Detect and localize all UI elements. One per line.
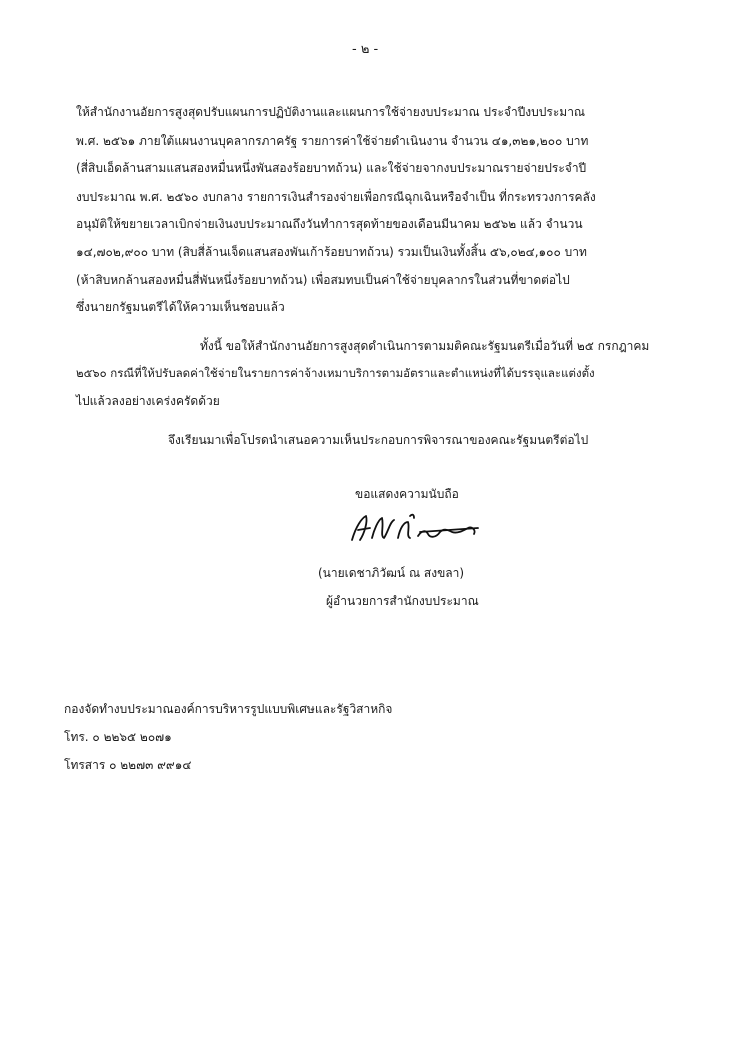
signatory-title: ผู้อำนวยการสำนักงบประมาณ bbox=[326, 594, 479, 608]
paragraph2-line-2: ๒๕๖๐ กรณีที่ให้ปรับลดค่าใช้จ่ายในรายการค่าจ้างเหมาบริการตามอัตราและตำแหน่งที่ได้บรรจุและแต่งตั้ง bbox=[76, 366, 595, 380]
signatory-name: (นายเดชาภิวัฒน์ ณ สงขลา) bbox=[318, 566, 465, 580]
footer-department: กองจัดทำงบประมาณองค์การบริหารรูปแบบพิเศษและรัฐวิสาหกิจ bbox=[64, 702, 393, 716]
footer-fax: โทรสาร ๐ ๒๒๗๓ ๙๙๑๔ bbox=[64, 758, 192, 772]
paragraph1-line-3: (สี่สิบเอ็ดล้านสามแสนสองหมื่นหนึ่งพันสองร้อยบาทถ้วน) และใช้จ่ายจากงบประมาณรายจ่ายประจำปี bbox=[76, 161, 587, 175]
paragraph1-line-1: ให้สำนักงานอัยการสูงสุดปรับแผนการปฏิบัติงานและแผนการใช้จ่ายงบประมาณ ประจำปีงบประมาณ bbox=[76, 105, 586, 119]
paragraph2-line-3: ไปแล้วลงอย่างเคร่งครัดด้วย bbox=[76, 394, 220, 408]
salutation: ขอแสดงความนับถือ bbox=[355, 487, 459, 501]
paragraph2-line-1: ทั้งนี้ ขอให้สำนักงานอัยการสูงสุดดำเนินการตามมติคณะรัฐมนตรีเมื่อวันที่ ๒๕ กรกฎาคม bbox=[200, 339, 650, 353]
paragraph1-line-4: งบประมาณ พ.ศ. ๒๕๖๐ งบกลาง รายการเงินสำรองจ่ายเพื่อกรณีฉุกเฉินหรือจำเป็น ที่กระทรวงการคลัง bbox=[76, 190, 596, 204]
handwritten-signature bbox=[348, 508, 488, 548]
footer-phone: โทร. ๐ ๒๒๖๕ ๒๐๗๑ bbox=[64, 730, 172, 744]
paragraph1-line-5: อนุมัติให้ขยายเวลาเบิกจ่ายเงินงบประมาณถึงวันทำการสุดท้ายของเดือนมีนาคม ๒๕๖๒ แล้ว จำนวน bbox=[76, 217, 583, 231]
page-number: - ๒ - bbox=[352, 42, 379, 57]
paragraph1-line-6: ๑๔,๗๐๒,๙๐๐ บาท (สิบสี่ล้านเจ็ดแสนสองพันเก้าร้อยบาทถ้วน) รวมเป็นเงินทั้งสิ้น ๕๖,๐๒๔,๑๐๐ บาท bbox=[76, 245, 587, 259]
paragraph1-line-7: (ห้าสิบหกล้านสองหมื่นสี่พันหนึ่งร้อยบาทถ้วน) เพื่อสมทบเป็นค่าใช้จ่ายบุคลากรในส่วนที่ขาดต่อไป bbox=[76, 273, 570, 287]
closing-request: จึงเรียนมาเพื่อโปรดนำเสนอความเห็นประกอบการพิจารณาของคณะรัฐมนตรีต่อไป bbox=[168, 433, 589, 447]
paragraph1-line-8: ซึ่งนายกรัฐมนตรีได้ให้ความเห็นชอบแล้ว bbox=[76, 300, 285, 314]
paragraph1-line-2: พ.ศ. ๒๕๖๑ ภายใต้แผนงานบุคลากรภาครัฐ รายการค่าใช้จ่ายดำเนินงาน จำนวน ๔๑,๓๒๑,๒๐๐ บาท bbox=[76, 134, 589, 148]
